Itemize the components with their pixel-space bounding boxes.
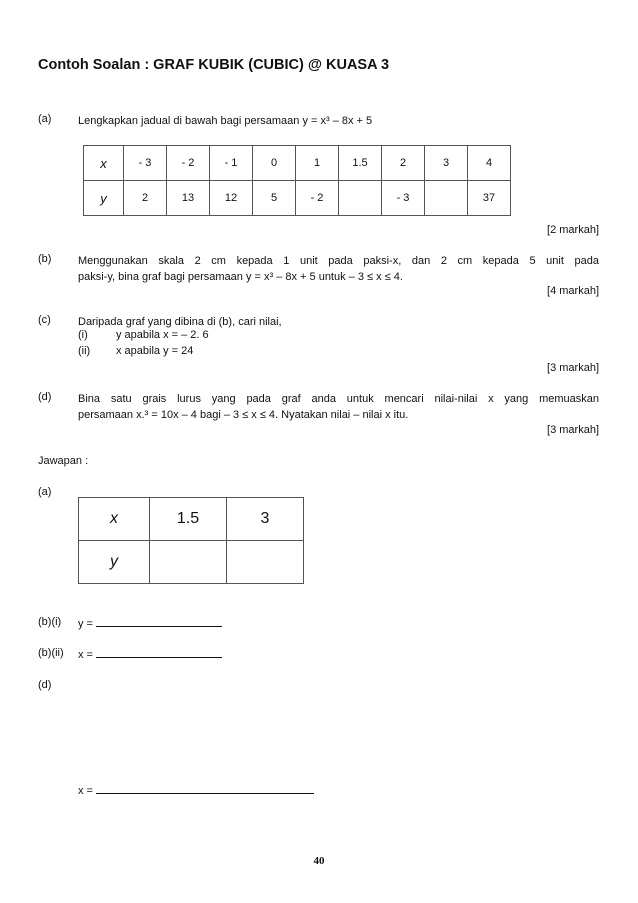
question-d-line1: Bina satu grais lurus yang pada graf anda untuk mencari nilai-nilai x yang memuaskan [78,393,599,405]
question-d-marks: [3 markah] [547,424,599,436]
question-c-part-ii [78,345,193,357]
table-cell-x: - 3 [124,146,167,181]
answer-row-y [79,541,304,584]
table-cell-x: 3 [425,146,468,181]
question-b-marks: [4 markah] [547,285,599,297]
table-x-header: x [84,146,124,181]
table-cell-y: 13 [167,181,210,216]
table-cell-y-blank[interactable] [425,181,468,216]
question-b-line1: Menggunakan skala 2 cm kepada 1 unit pada paksi-x, dan 2 cm kepada 5 unit pada [78,255,599,267]
question-c-part-i [78,329,209,341]
question-d-label: (d) [38,391,52,403]
question-d-line2: persamaan x.³ = 10x – 4 bagi – 3 ≤ x ≤ 4. Nyatakan nilai – nilai x itu. [78,409,409,421]
table-y-header: y [84,181,124,216]
answer-d-line [78,783,314,797]
part-ii-number: (ii) [78,345,91,357]
question-a-table [83,145,511,216]
table-cell-y: 5 [253,181,296,216]
table-cell-y: - 3 [382,181,425,216]
answer-cell-x: 3 [227,498,304,541]
answer-a-label: (a) [38,486,52,498]
table-cell-y: 37 [468,181,511,216]
answer-bii-line [78,647,222,661]
question-c-marks: [3 markah] [547,362,599,374]
answer-bi-line [78,616,222,630]
answer-cell-y-blank[interactable] [150,541,227,584]
table-cell-x: 2 [382,146,425,181]
table-cell-x: 1.5 [339,146,382,181]
answer-bi-label: (b)(i) [38,616,62,628]
question-b-label: (b) [38,253,52,265]
answer-bi-blank[interactable] [96,616,222,627]
question-a-label: (a) [38,113,52,125]
answer-row-x [79,498,304,541]
answer-bii-text: x = [78,649,97,661]
table-cell-x: 1 [296,146,339,181]
table-cell-y: - 2 [296,181,339,216]
part-ii-text: x apabila y = 24 [116,345,194,357]
table-cell-x: 4 [468,146,511,181]
answer-y-header: y [79,541,150,584]
page-title: Contoh Soalan : GRAF KUBIK (CUBIC) @ KUASA 3 [38,57,390,73]
table-cell-x: - 1 [210,146,253,181]
question-c-label: (c) [38,314,51,326]
table-cell-x: 0 [253,146,296,181]
answer-cell-y-blank[interactable] [227,541,304,584]
table-cell-y: 2 [124,181,167,216]
page-number: 40 [313,855,325,867]
answer-d-label: (d) [38,679,52,691]
answer-a-table [78,497,304,584]
answer-bii-blank[interactable] [96,647,222,658]
question-c-text: Daripada graf yang dibina di (b), cari nilai, [78,316,282,328]
part-i-text: y apabila x = – 2. 6 [116,329,209,341]
question-b-line2: paksi-y, bina graf bagi persamaan y = x³ – 8x + 5 untuk – 3 ≤ x ≤ 4. [78,271,403,283]
table-cell-y: 12 [210,181,253,216]
table-cell-y-blank[interactable] [339,181,382,216]
answer-bii-label: (b)(ii) [38,647,64,659]
question-a-marks: [2 markah] [547,224,599,236]
table-cell-x: - 2 [167,146,210,181]
part-i-number: (i) [78,329,88,341]
answer-cell-x: 1.5 [150,498,227,541]
answer-x-header: x [79,498,150,541]
table-row-x [84,146,511,181]
question-a-text: Lengkapkan jadual di bawah bagi persamaan y = x³ – 8x + 5 [78,115,373,127]
answer-d-blank[interactable] [96,783,314,794]
answer-bi-text: y = [78,618,97,630]
answer-heading: Jawapan : [38,455,89,467]
table-row-y [84,181,511,216]
answer-d-text: x = [78,785,97,797]
